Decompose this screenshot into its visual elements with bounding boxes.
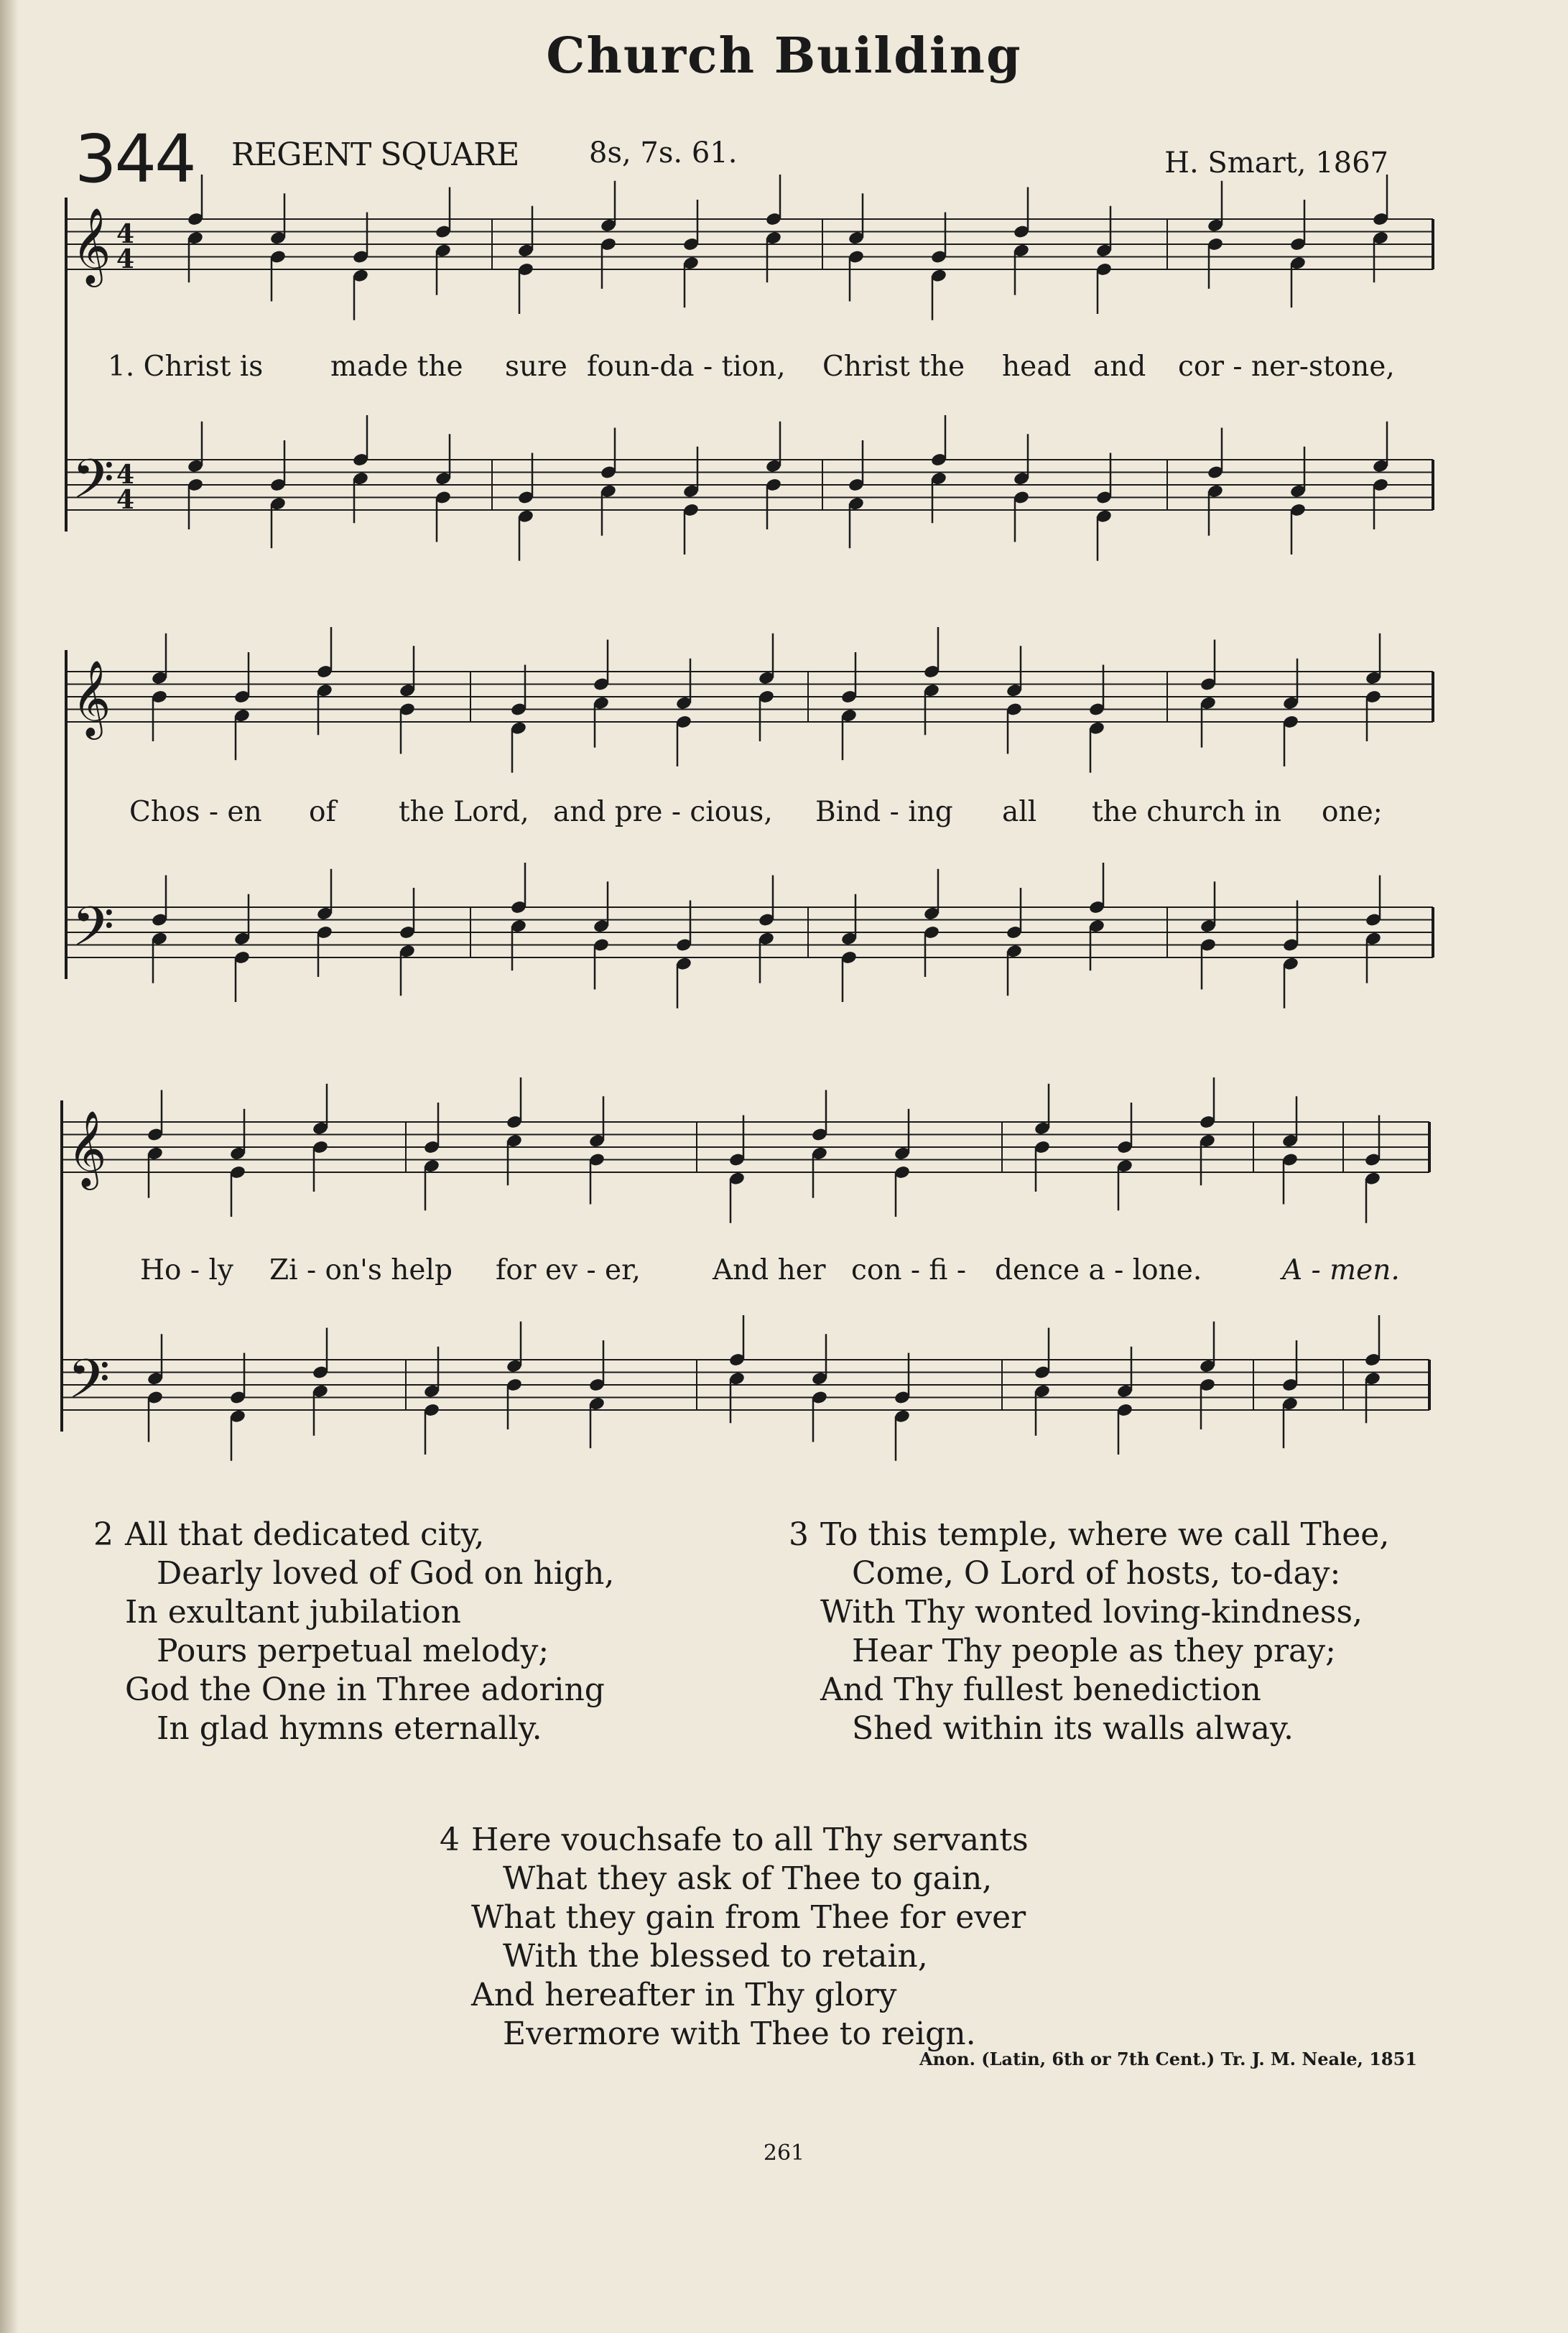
verse-line: Evermore with Thee to reign. — [503, 2016, 976, 2052]
lyric-syllable: foun-da - tion, — [587, 350, 786, 383]
treble-clef: 𝄞 — [68, 1110, 107, 1187]
verse-line: Hear Thy people as they pray; — [852, 1633, 1336, 1669]
time-signature-top: 4 — [116, 219, 135, 249]
verse-line: All that dedicated city, — [125, 1516, 485, 1553]
lyric-syllable: one; — [1322, 795, 1383, 828]
meter: 8s, 7s. 61. — [589, 136, 738, 170]
lyrics-system-3 — [140, 1248, 1433, 1291]
lyric-syllable: the church in — [1092, 795, 1281, 828]
verse-line: What they gain from Thee for ever — [471, 1899, 1026, 1936]
bass-clef: 𝄢 — [72, 895, 115, 972]
lyric-syllable: all — [1002, 795, 1037, 828]
lyrics-system-1 — [108, 345, 1437, 388]
verse-line: Here vouchsafe to all Thy servants — [471, 1822, 1029, 1858]
lyric-syllable: of — [309, 795, 336, 828]
lyric-syllable: Zi - on's help — [269, 1253, 453, 1286]
lyric-syllable: dence a - lone. — [995, 1253, 1202, 1286]
page-heading: Church Building — [546, 27, 1022, 85]
verse-number: 2 — [93, 1516, 113, 1553]
lyric-syllable: for ev - er, — [496, 1253, 641, 1286]
time-signature-bottom: 4 — [116, 485, 135, 515]
verse-line: Shed within its walls alway. — [852, 1710, 1294, 1747]
verse-line: What they ask of Thee to gain, — [503, 1860, 993, 1897]
lyric-syllable: Bind - ing — [815, 795, 953, 828]
verse-line: With the blessed to retain, — [503, 1938, 928, 1975]
verse-line: In glad hymns eternally. — [157, 1710, 542, 1747]
composer-credit: H. Smart, 1867 — [1164, 147, 1388, 180]
lyric-syllable: cor - ner-stone, — [1178, 350, 1395, 383]
bass-clef: 𝄢 — [72, 447, 115, 524]
hymn-number: 344 — [75, 121, 195, 198]
tune-name: REGENT SQUARE — [231, 136, 519, 173]
verse-4 — [440, 1821, 1029, 2054]
bass-clef: 𝄢 — [68, 1348, 111, 1424]
lyric-syllable: and pre - cious, — [553, 795, 773, 828]
treble-clef: 𝄞 — [72, 207, 111, 284]
verse-line: And Thy fullest benediction — [820, 1671, 1261, 1708]
verse-line: Come, O Lord of hosts, to-day: — [852, 1555, 1341, 1592]
page-number: 261 — [763, 2140, 805, 2166]
lyric-syllable: Chos - en — [129, 795, 262, 828]
verse-line: God the One in Three adoring — [125, 1671, 605, 1708]
lyric-syllable: made the — [330, 350, 463, 383]
time-signature-top: 4 — [116, 460, 135, 490]
verse-2 — [93, 1516, 614, 1748]
lyrics-system-2 — [129, 790, 1437, 833]
verse-line: To this temple, where we call Thee, — [820, 1516, 1390, 1553]
lyric-syllable: head — [1002, 350, 1072, 383]
lyric-syllable: con - fi - — [851, 1253, 966, 1286]
lyric-syllable: Christ the — [822, 350, 965, 383]
verse-3 — [789, 1516, 1389, 1748]
lyric-syllable: 1. Christ is — [108, 350, 264, 383]
lyric-syllable: and — [1093, 350, 1146, 383]
verse-line: In exultant jubilation — [125, 1594, 461, 1631]
lyric-syllable: A - men. — [1282, 1253, 1400, 1286]
lyric-syllable: Ho - ly — [140, 1253, 233, 1286]
treble-clef: 𝄞 — [72, 659, 111, 736]
lyric-syllable: the Lord, — [399, 795, 529, 828]
text-attribution: Anon. (Latin, 6th or 7th Cent.) Tr. J. M. Neale, 1851 — [919, 2049, 1417, 2069]
verse-number: 4 — [440, 1822, 460, 1858]
verse-line: Pours perpetual melody; — [157, 1633, 549, 1669]
lyric-syllable: sure — [505, 350, 567, 383]
verse-line: Dearly loved of God on high, — [157, 1555, 615, 1592]
time-signature-bottom: 4 — [116, 244, 135, 274]
verse-line: And hereafter in Thy glory — [471, 1977, 897, 2013]
verse-line: With Thy wonted loving-kindness, — [820, 1594, 1363, 1631]
lyric-syllable: And her — [713, 1253, 826, 1286]
verse-number: 3 — [789, 1516, 809, 1553]
